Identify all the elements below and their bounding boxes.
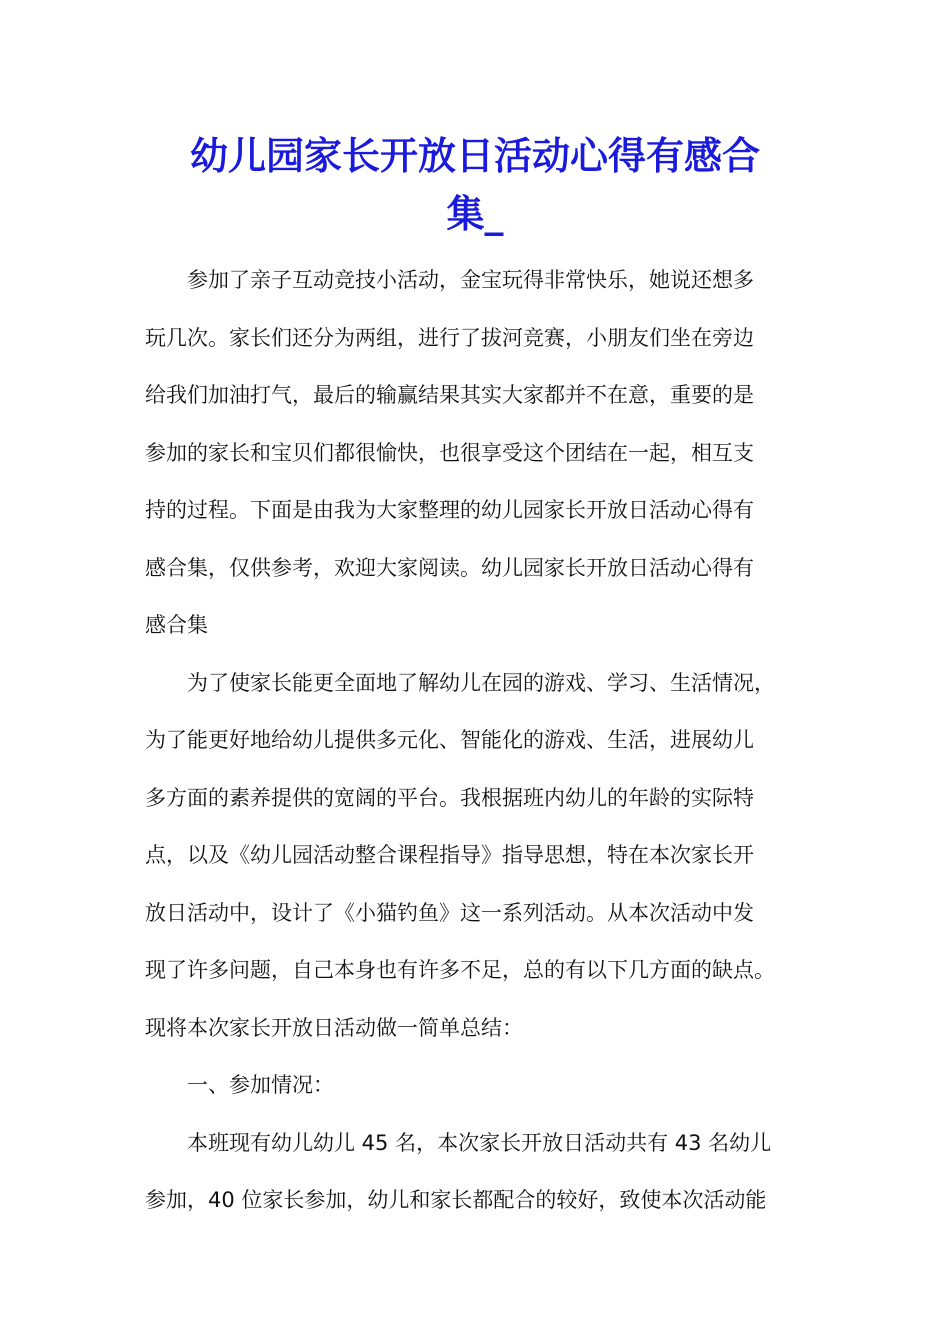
document-title-line-2: 集_	[446, 191, 504, 236]
text-line: 一、参加情况：	[187, 1073, 334, 1097]
text-line: 参加的家长和宝贝们都很愉快，也很享受这个团结在一起，相互支	[145, 440, 754, 465]
text-line: 为了能更好地给幼儿提供多元化、智能化的游戏、生活，进展幼儿	[145, 728, 754, 752]
text-line: 现了许多问题，自己本身也有许多不足，总的有以下几方面的缺点。	[145, 958, 775, 982]
text-line: 多方面的素养提供的宽阔的平台。我根据班内幼儿的年龄的实际特	[145, 785, 754, 810]
text-line: 持的过程。下面是由我为大家整理的幼儿园家长开放日活动心得有	[145, 498, 754, 522]
text-line: 参加了亲子互动竞技小活动，金宝玩得非常快乐，她说还想多	[187, 268, 754, 292]
text-line: 为了使家长能更全面地了解幼儿在园的游戏、学习、生活情况，	[187, 670, 775, 695]
paragraph-participation	[145, 1115, 807, 1230]
paragraph-background	[145, 655, 807, 1058]
text-line: 玩几次。家长们还分为两组，进行了拔河竞赛，小朋友们坐在旁边	[145, 325, 754, 350]
document-body	[145, 252, 807, 1230]
text-line: 本班现有幼儿幼儿 45 名，本次家长开放日活动共有 43 名幼儿	[187, 1130, 772, 1155]
text-line: 放日活动中，设计了《小猫钓鱼》这一系列活动。从本次活动中发	[145, 900, 754, 925]
text-line: 感合集	[145, 613, 208, 637]
text-line: 给我们加油打气，最后的输赢结果其实大家都并不在意，重要的是	[145, 383, 754, 407]
text-line: 感合集，仅供参考，欢迎大家阅读。幼儿园家长开放日活动心得有	[145, 555, 754, 580]
text-line: 现将本次家长开放日活动做一简单总结：	[145, 1015, 523, 1040]
section-heading-participation	[145, 1057, 807, 1115]
text-line: 参加，40 位家长参加，幼儿和家长都配合的较好，致使本次活动能	[145, 1188, 767, 1212]
document-title-line-1: 幼儿园家长开放日活动心得有感合	[189, 133, 760, 178]
paragraph-intro	[145, 252, 807, 655]
text-line: 点，以及《幼儿园活动整合课程指导》指导思想，特在本次家长开	[145, 843, 754, 867]
